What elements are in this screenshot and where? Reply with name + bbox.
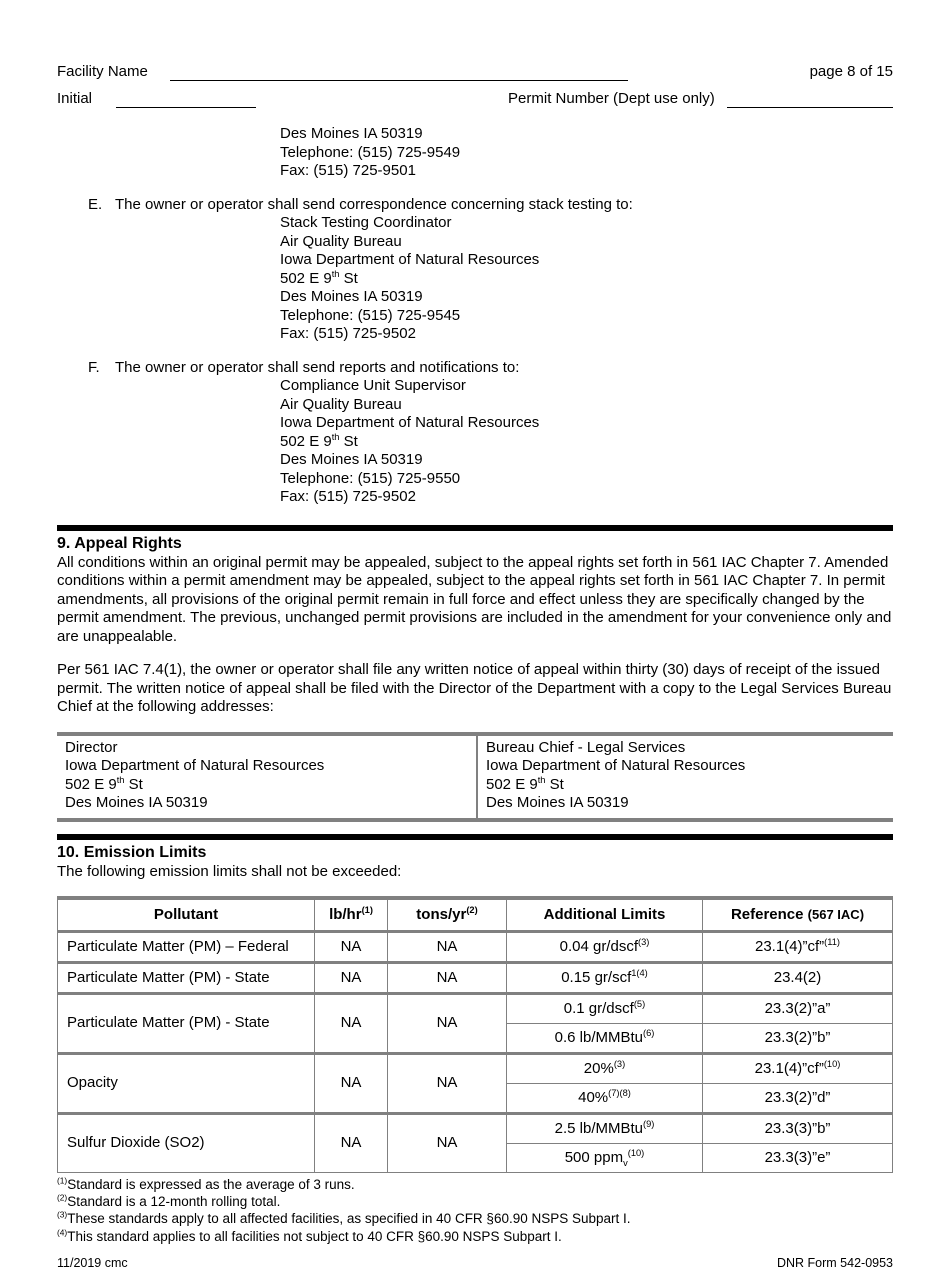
item-e-lead: The owner or operator shall send correspondence concerning stack testing to:: [115, 195, 633, 213]
address-line: 502 E 9th St: [280, 268, 358, 287]
table-row: [58, 1054, 893, 1084]
form-revision: 11/2019 cmc: [57, 1255, 128, 1270]
facility-name-label: Facility Name: [57, 62, 148, 80]
item-e: [57, 196, 893, 215]
section-10-title: 10. Emission Limits: [57, 843, 207, 861]
address-line: Iowa Department of Natural Resources: [486, 757, 746, 774]
col-header-lb-hr: $lb/hr^{(1)}$: [315, 898, 388, 932]
initial-permit-row: [57, 89, 893, 108]
address-line: Air Quality Bureau: [280, 232, 402, 250]
item-e-letter: E.: [88, 195, 103, 213]
table-row: [58, 1114, 893, 1144]
address-line: Telephone: (515) 725-9545: [280, 306, 461, 324]
cell-limit: 0.1 gr/dscf$^{(5)}$: [507, 994, 703, 1024]
cell-tons-yr: NA: [388, 1054, 507, 1114]
cell-tons-yr: NA: [388, 1114, 507, 1173]
address-line: Director: [65, 738, 118, 756]
emission-limits-table: [57, 896, 893, 1173]
director-address: [57, 736, 478, 818]
cell-lb-hr: NA: [315, 1054, 388, 1114]
section-divider: [57, 525, 893, 531]
appeal-address-table: [57, 732, 893, 822]
form-number: DNR Form 542-0953: [776, 1255, 893, 1270]
item-f-lead: The owner or operator shall send reports and notifications to:: [115, 358, 520, 376]
cell-pollutant: Opacity: [58, 1054, 315, 1114]
table-row: [58, 994, 893, 1024]
cell-limit: 0.6 lb/MMBtu$^{(6)}$: [507, 1024, 703, 1054]
address-line: Iowa Department of Natural Resources: [280, 251, 540, 268]
cell-pollutant: Particulate Matter (PM) – Federal: [58, 932, 315, 963]
address-line: Iowa Department of Natural Resources: [280, 414, 540, 431]
page-indicator: page 8 of 15: [809, 62, 893, 80]
address-line: Fax: (515) 725-9501: [280, 162, 416, 179]
address-line: Des Moines IA 50319: [280, 288, 423, 305]
address-line: 502 E 9th St: [486, 774, 564, 793]
cell-reference: 23.4(2): [703, 963, 893, 994]
address-line: Telephone: (515) 725-9549: [280, 143, 461, 161]
address-line: 502 E 9th St: [65, 774, 143, 793]
address-line: Compliance Unit Supervisor: [280, 377, 466, 394]
table-row: [58, 932, 893, 963]
cell-limit: 0.04 gr/dscf$^{(3)}$: [507, 932, 703, 963]
cell-reference: 23.3(2)”d”: [703, 1084, 893, 1114]
section-9-title: 9. Appeal Rights: [57, 534, 182, 552]
address-line: 502 E 9th St: [280, 431, 358, 450]
col-header-reference: Reference (567 IAC): [703, 898, 893, 932]
cell-pollutant: Particulate Matter (PM) - State: [58, 994, 315, 1054]
cell-limit: 500 ppm$_v^{(10)}$: [507, 1144, 703, 1173]
cell-reference: 23.3(2)”a”: [703, 994, 893, 1024]
appeal-paragraph-1: All conditions within an original permit may be appealed, subject to the appeal rights set forth in 561 IAC Chapter 7. Amended conditions within a permit amendment may be appealed, subject to the appeal rights set forth in 561 IAC Chapter 7. In permit amendments, all provisions of the original permit remain in full force and effect unless they are specifically changed by the permit amendment. The previous, unchanged permit provisions are included in the amendment for your convenience only and are unappealable.: [57, 553, 892, 645]
cell-limit: 2.5 lb/MMBtu$^{(9)}$: [507, 1114, 703, 1144]
address-line: Telephone: (515) 725-9550: [280, 469, 461, 487]
cell-limit: 40%$^{(7)(8)}$: [507, 1084, 703, 1114]
cell-tons-yr: NA: [388, 994, 507, 1054]
address-line: Des Moines IA 50319: [486, 794, 629, 811]
cell-lb-hr: NA: [315, 1114, 388, 1173]
cell-reference: 23.1(4)”cf”$^{(10)}$: [703, 1054, 893, 1084]
section-divider: [57, 834, 893, 840]
footnote-line: $^{(2)}$Standard is a 12-month rolling total.: [57, 1192, 281, 1210]
address-line: Bureau Chief - Legal Services: [486, 738, 686, 756]
legal-services-address: [478, 736, 893, 818]
footnote-line: $^{(1)}$Standard is expressed as the average of 3 runs.: [57, 1175, 355, 1192]
address-line: Des Moines IA 50319: [280, 451, 423, 468]
address-line: Stack Testing Coordinator: [280, 214, 452, 231]
address-line: Air Quality Bureau: [280, 395, 402, 413]
col-header-pollutant: Pollutant: [58, 898, 315, 932]
appeal-paragraph-2: Per 561 IAC 7.4(1), the owner or operator shall file any written notice of appeal within thirty (30) days of receipt of the issued permit. The written notice of appeal shall be filed with the Director of the Department with a copy to the Legal Services Bureau Chief at the following addresses:: [57, 661, 892, 715]
emission-limits-intro: The following emission limits shall not be exceeded:: [57, 862, 402, 880]
address-line: Iowa Department of Natural Resources: [65, 757, 325, 774]
col-header-tons-yr: tons/$yr^{(2)}$: [388, 898, 507, 932]
item-f-address-block: [280, 377, 893, 507]
cell-limit: 0.15 gr/scf$^{1(4)}$: [507, 963, 703, 994]
cell-limit: 20%$^{(3)}$: [507, 1054, 703, 1084]
table-header-row: [58, 898, 893, 932]
facility-name-row: [57, 62, 893, 81]
cell-pollutant: Sulfur Dioxide (SO2): [58, 1114, 315, 1173]
initial-field[interactable]: [116, 91, 256, 108]
initial-label: Initial: [57, 89, 93, 107]
col-header-additional-limits: Additional Limits: [507, 898, 703, 932]
cell-reference: 23.3(3)”b”: [703, 1114, 893, 1144]
item-e-address-block: [280, 214, 893, 344]
cell-tons-yr: NA: [388, 932, 507, 963]
footnote-line: $^{(3)}$These standards apply to all affected facilities, as specified in 40 CFR §60.90 NSPS Subpart I.: [57, 1209, 631, 1227]
permit-number-label: Permit Number (Dept use only): [508, 89, 715, 107]
item-f-letter: F.: [88, 358, 100, 376]
address-line: Des Moines IA 50319: [65, 794, 208, 811]
cell-lb-hr: NA: [315, 932, 388, 963]
footnote-line: $^{(4)}$This standard applies to all facilities not subject to 40 CFR §60.90 NSPS Subpart I.: [57, 1227, 562, 1244]
table-row: [58, 963, 893, 994]
cell-lb-hr: NA: [315, 994, 388, 1054]
permit-number-field[interactable]: [727, 91, 893, 108]
cell-tons-yr: NA: [388, 963, 507, 994]
facility-name-field[interactable]: [170, 64, 628, 81]
cell-reference: 23.3(3)”e”: [703, 1144, 893, 1173]
cell-reference: 23.1(4)”cf”$^{(11)}$: [703, 932, 893, 963]
cell-pollutant: Particulate Matter (PM) - State: [58, 963, 315, 994]
footnotes-block: [57, 1176, 893, 1245]
page-footer: [57, 1254, 893, 1272]
top-address-block: [280, 125, 893, 181]
item-f: [57, 359, 893, 378]
address-line: Fax: (515) 725-9502: [280, 488, 416, 505]
address-line: Des Moines IA 50319: [280, 125, 423, 142]
cell-lb-hr: NA: [315, 963, 388, 994]
address-line: Fax: (515) 725-9502: [280, 325, 416, 342]
cell-reference: 23.3(2)”b”: [703, 1024, 893, 1054]
